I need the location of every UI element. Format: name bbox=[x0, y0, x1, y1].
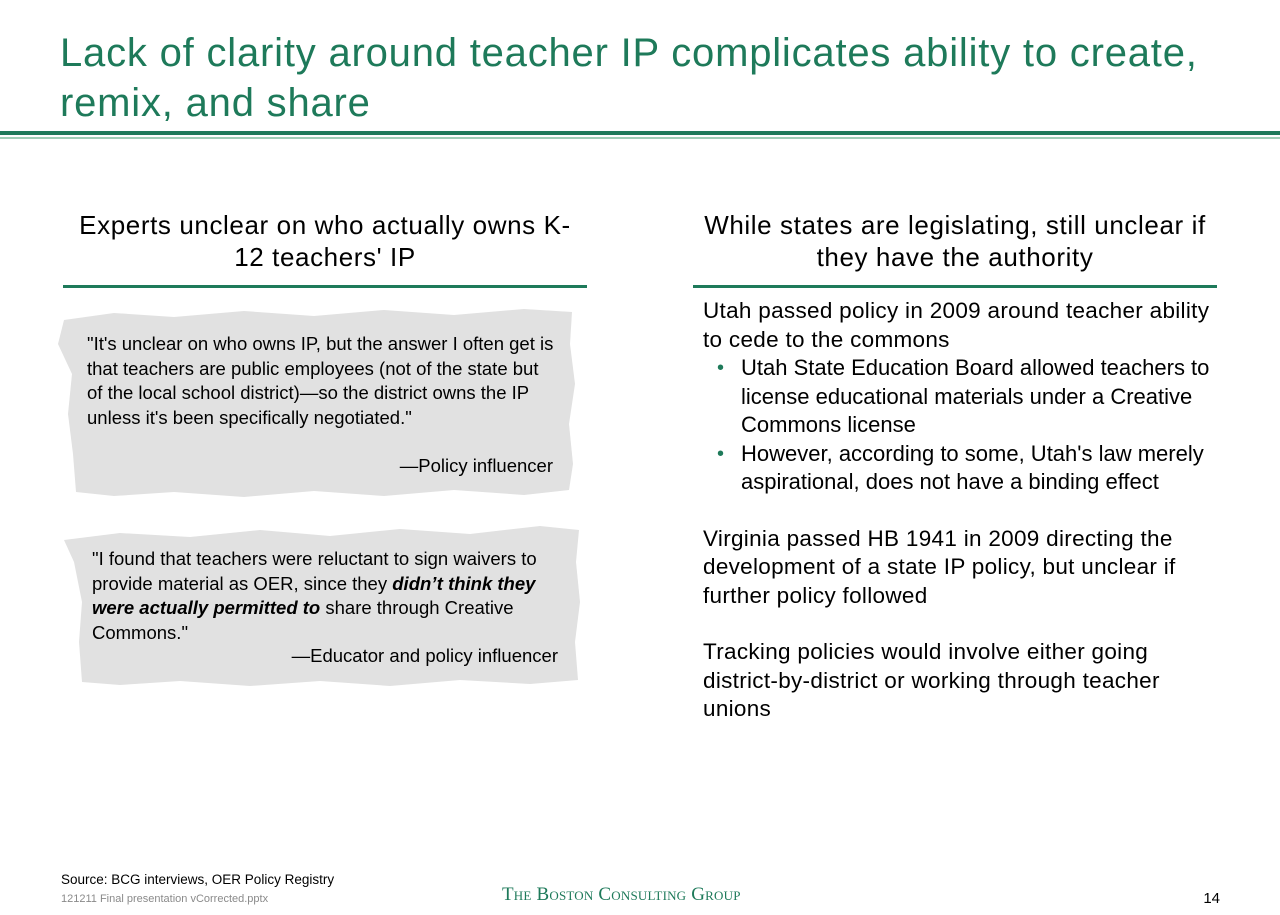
left-column-rule bbox=[63, 285, 587, 288]
bullet-item bbox=[703, 354, 1223, 440]
bullet-text: Utah State Education Board allowed teachers to license educational materials under a Creative Commons license bbox=[741, 355, 1210, 437]
left-column-heading: Experts unclear on who actually owns K-12 teachers' IP bbox=[79, 210, 571, 272]
bullet-icon: • bbox=[717, 357, 725, 379]
virginia-paragraph: Virginia passed HB 1941 in 2009 directing the development of a state IP policy, but unclear if further policy followed bbox=[703, 525, 1176, 608]
quote-attribution: —Policy influencer bbox=[399, 455, 553, 476]
right-column-rule bbox=[693, 285, 1217, 288]
quote-box-policy-influencer bbox=[54, 304, 580, 500]
quote-box-educator bbox=[60, 522, 582, 688]
utah-bullet-list bbox=[703, 354, 1223, 497]
bullet-text: However, according to some, Utah's law merely aspirational, does not have a binding effect bbox=[741, 440, 1204, 494]
right-column-body bbox=[703, 297, 1223, 724]
file-name: 121211 Final presentation vCorrected.pptx bbox=[61, 893, 269, 905]
quote-text-emphasis: didn’t think they were actually permitted to bbox=[92, 572, 536, 618]
bullet-item bbox=[703, 440, 1223, 497]
slide-title: Lack of clarity around teacher IP complicates ability to create, remix, and share bbox=[60, 31, 1198, 125]
quote-text bbox=[92, 547, 562, 645]
utah-paragraph: Utah passed policy in 2009 around teacher ability to cede to the commons bbox=[703, 298, 1210, 352]
quote-text-end: share through Creative Commons." bbox=[92, 597, 514, 643]
bullet-icon: • bbox=[717, 442, 725, 465]
quote-text-start: "I found that teachers were reluctant to sign waivers to provide material as OER, since they bbox=[92, 548, 537, 594]
source-note: Source: BCG interviews, OER Policy Registry bbox=[61, 872, 335, 887]
title-divider bbox=[0, 131, 1280, 135]
page-number: 14 bbox=[1203, 890, 1220, 907]
right-column-heading: While states are legislating, still unclear if they have the authority bbox=[704, 210, 1206, 272]
bcg-logo: The Boston Consulting Group bbox=[502, 884, 741, 905]
tracking-paragraph: Tracking policies would involve either going district-by-district or working through teacher unions bbox=[703, 639, 1160, 721]
quote-attribution: —Educator and policy influencer bbox=[291, 645, 558, 666]
quote-text: "It's unclear on who owns IP, but the answer I often get is that teachers are public employees (not of the state but of the local school district)—so the district owns the IP unless it's been specifically negotiated." bbox=[87, 333, 554, 428]
title-divider-light bbox=[0, 137, 1280, 139]
